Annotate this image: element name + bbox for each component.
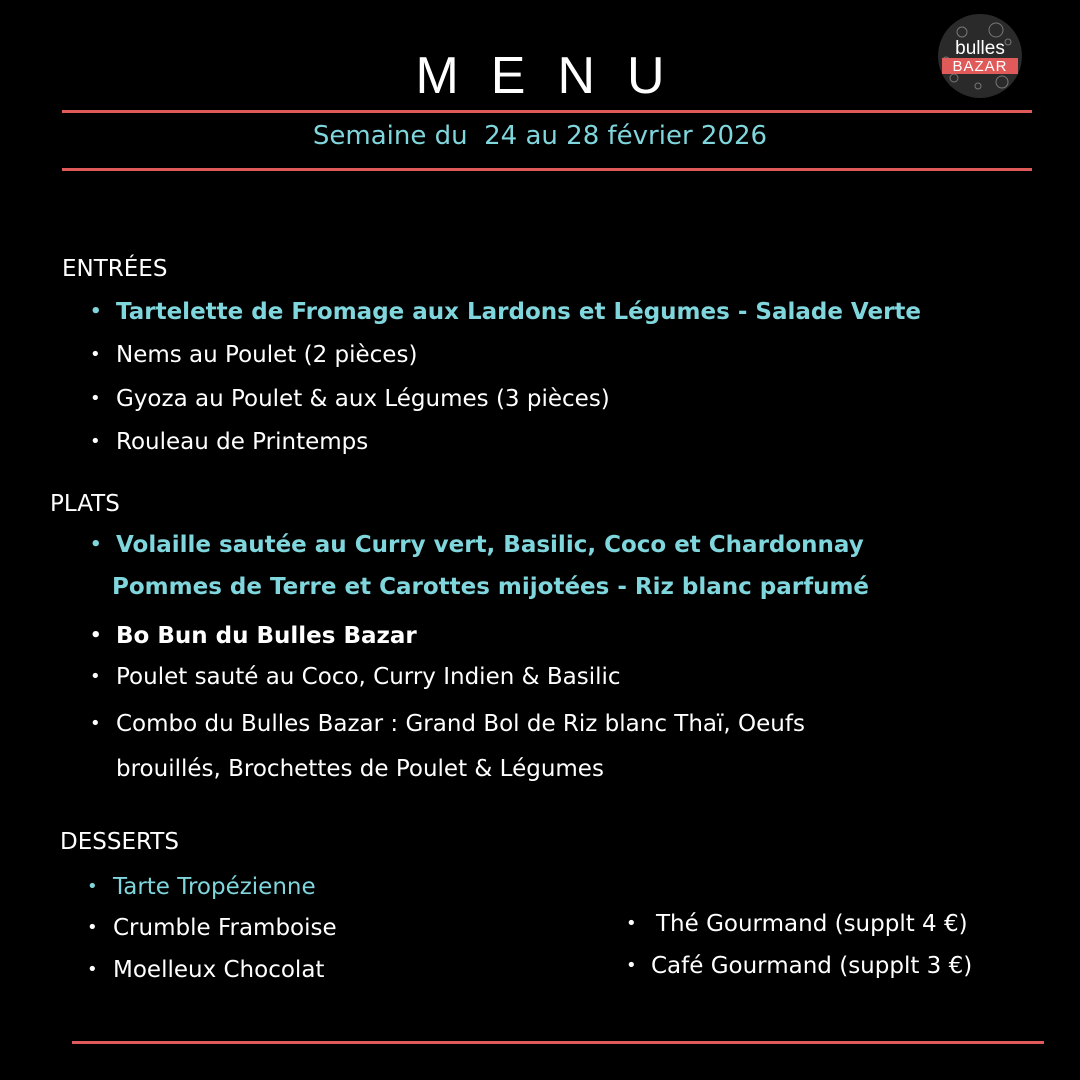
- bottom-rule: [72, 1041, 1044, 1044]
- list-item-extra-1: [626, 903, 968, 945]
- bulles-bazar-logo: [932, 12, 1028, 100]
- list-item-entree-2: [90, 334, 418, 376]
- list-item-plat-3: [90, 656, 621, 698]
- item-label: Nems au Poulet (2 pièces): [116, 342, 418, 368]
- item-label: Crumble Framboise: [113, 915, 337, 941]
- bullet-icon: •: [87, 917, 98, 938]
- list-item-entree-3: [90, 378, 610, 420]
- logo-text-bulles: bulles: [955, 38, 1005, 59]
- list-item-dessert-2: [87, 907, 337, 949]
- list-item-extra-2: [626, 945, 973, 987]
- list-item-dessert-3: [87, 949, 325, 991]
- logo-text-bazar: BAZAR: [952, 58, 1008, 75]
- bullet-icon: •: [90, 344, 101, 365]
- bullet-icon: •: [90, 388, 101, 409]
- item-label: Moelleux Chocolat: [113, 957, 325, 983]
- bullet-icon: •: [87, 876, 98, 897]
- bullet-icon: •: [90, 431, 101, 452]
- top-rule: [62, 110, 1032, 113]
- subtitle-rule: [62, 168, 1032, 171]
- item-label: Rouleau de Printemps: [116, 429, 369, 455]
- item-label-line2: brouillés, Brochettes de Poulet & Légumes: [116, 756, 604, 782]
- bullet-icon: •: [90, 625, 102, 646]
- item-label: Gyoza au Poulet & aux Légumes (3 pièces): [116, 386, 610, 412]
- list-item-entree-1: [90, 291, 922, 333]
- bullet-icon: •: [626, 955, 637, 976]
- section-heading-desserts: DESSERTS: [60, 829, 179, 855]
- bullet-icon: •: [90, 713, 101, 734]
- item-label-line1: Volaille sautée au Curry vert, Basilic, Coco et Chardonnay: [116, 532, 864, 558]
- item-label: Bo Bun du Bulles Bazar: [116, 623, 417, 649]
- item-label-line2: Pommes de Terre et Carottes mijotées - Riz blanc parfumé: [112, 574, 870, 600]
- section-heading-plats: PLATS: [50, 491, 120, 517]
- list-item-plat-1-continuation: [112, 566, 869, 608]
- bullet-icon: •: [90, 666, 101, 687]
- bubbles-logo-icon: [932, 12, 1028, 100]
- list-item-plat-2: [90, 615, 417, 657]
- bullet-icon: •: [626, 913, 637, 934]
- item-label-line1: Combo du Bulles Bazar : Grand Bol de Riz blanc Thaï, Oeufs: [116, 711, 805, 737]
- list-item-entree-4: [90, 421, 369, 463]
- bullet-icon: •: [90, 534, 102, 555]
- list-item-plat-4-continuation: [116, 748, 604, 790]
- list-item-dessert-1: [87, 866, 316, 908]
- item-label: Thé Gourmand (supplt 4 €): [656, 911, 968, 937]
- list-item-plat-4: [90, 703, 805, 745]
- menu-title: MENU: [415, 47, 697, 105]
- bullet-icon: •: [87, 959, 98, 980]
- list-item-plat-1: [90, 524, 864, 566]
- week-subtitle: Semaine du 24 au 28 février 2026: [312, 121, 768, 151]
- item-label: Poulet sauté au Coco, Curry Indien & Basilic: [116, 664, 621, 690]
- item-label: Café Gourmand (supplt 3 €): [651, 953, 973, 979]
- bullet-icon: •: [90, 301, 102, 322]
- section-heading-entrees: ENTRÉES: [62, 256, 168, 282]
- item-label: Tarte Tropézienne: [113, 874, 316, 900]
- item-label: Tartelette de Fromage aux Lardons et Légumes - Salade Verte: [116, 299, 922, 325]
